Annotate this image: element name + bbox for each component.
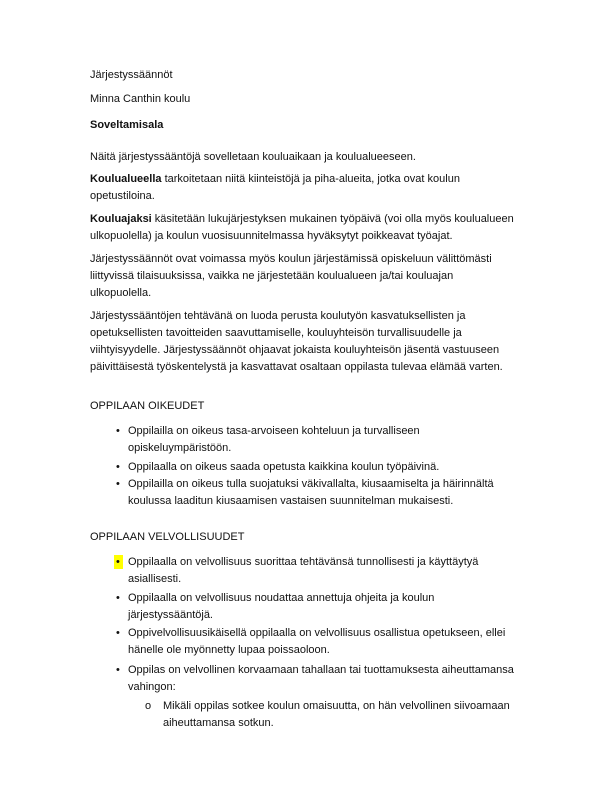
paragraph xyxy=(90,172,460,186)
paragraph-line: viihtyisyydelle. Järjestyssäännöt ohjaavat jokaista kouluyhteisön jäsentä vastuuseen xyxy=(90,344,500,356)
paragraph-line: opetuksellisten tavoitteiden saavuttamiselle, kouluyhteisön turvallisuudelle ja xyxy=(90,327,462,339)
list-item-line: koulussa laaditun kiusaamisen vastaisen suunnitelman mukaisesti. xyxy=(128,495,454,507)
paragraph-line: Järjestyssääntöjen tehtävänä on luoda perusta koulutyön kasvatuksellisten ja xyxy=(90,310,466,322)
paragraph: Näitä järjestyssääntöjä sovelletaan kouluaikaan ja koulualueeseen. xyxy=(90,151,416,163)
list-item: Oppivelvollisuusikäisellä oppilaalla on velvollisuus osallistua opetukseen, ellei xyxy=(128,627,506,639)
list-item-line: vahingon: xyxy=(128,681,176,693)
list-item: Oppilailla on oikeus tulla suojatuksi väkivallalta, kiusaamiselta ja häirinnältä xyxy=(128,478,494,490)
paragraph-line: liittyvissä tilaisuuksissa, vaikka ne järjestetään koulualueen ja/tai kouluajan xyxy=(90,270,454,282)
bullet-icon: • xyxy=(116,627,120,639)
rights-heading: OPPILAAN OIKEUDET xyxy=(90,400,205,412)
bullet-icon: • xyxy=(116,461,120,473)
list-item: Oppilaalla on oikeus saada opetusta kaikkina koulun työpäivinä. xyxy=(128,461,440,473)
list-item-line: hänelle ole myönnetty lupaa poissaoloon. xyxy=(128,644,330,656)
paragraph-line: Järjestyssäännöt ovat voimassa myös koulun järjestämissä opiskeluun välittömästi xyxy=(90,253,492,265)
school-name: Minna Canthin koulu xyxy=(90,93,191,105)
list-item-line: asiallisesti. xyxy=(128,573,182,585)
sub-bullet-icon: o xyxy=(145,700,152,712)
list-item: Oppilaalla on velvollisuus suorittaa tehtävänsä tunnollisesti ja käyttäytyä xyxy=(128,556,479,568)
paragraph-line: ulkopuolella. xyxy=(90,287,152,299)
document-title: Järjestyssäännöt xyxy=(90,69,173,81)
duties-heading: OPPILAAN VELVOLLISUUDET xyxy=(90,531,245,543)
paragraph-line: ulkopuolella) ja koulun vuosisuunnitelmassa hyväksytyt poikkeavat työajat. xyxy=(90,230,453,242)
text: käsitetään lukujärjestyksen mukainen työpäivä (voi olla myös koulualueen xyxy=(151,213,514,225)
bullet-icon: • xyxy=(116,478,120,490)
sub-list-item: Mikäli oppilas sotkee koulun omaisuutta, on hän velvollinen siivoamaan xyxy=(163,700,510,712)
bullet-icon: • xyxy=(116,664,120,676)
list-item: Oppilas on velvollinen korvaamaan tahallaan tai tuottamuksesta aiheuttamansa xyxy=(128,664,514,676)
paragraph xyxy=(90,212,514,226)
bold-term: Koulualueella xyxy=(90,173,162,185)
bold-term: Kouluajaksi xyxy=(90,213,152,225)
list-item: Oppilaalla on velvollisuus noudattaa annettuja ohjeita ja koulun xyxy=(128,592,435,604)
list-item-line: opiskeluympäristöön. xyxy=(128,442,232,454)
paragraph-line: päivittäisestä työskentelystä ja kasvattavat osaltaan oppilasta tulevaa elämää varten. xyxy=(90,361,503,373)
bullet-icon: • xyxy=(116,592,120,604)
section-heading: Soveltamisala xyxy=(90,119,164,131)
list-item: Oppilailla on oikeus tasa-arvoiseen kohteluun ja turvalliseen xyxy=(128,425,420,437)
list-item-line: järjestyssääntöjä. xyxy=(128,609,213,621)
highlighted-bullet-icon: • xyxy=(114,555,123,569)
sub-list-item-line: aiheuttamansa sotkun. xyxy=(163,717,274,729)
text: tarkoitetaan niitä kiinteistöjä ja piha-alueita, jotka ovat koulun xyxy=(161,173,460,185)
bullet-icon: • xyxy=(116,425,120,437)
paragraph-line: opetustiloina. xyxy=(90,190,155,202)
